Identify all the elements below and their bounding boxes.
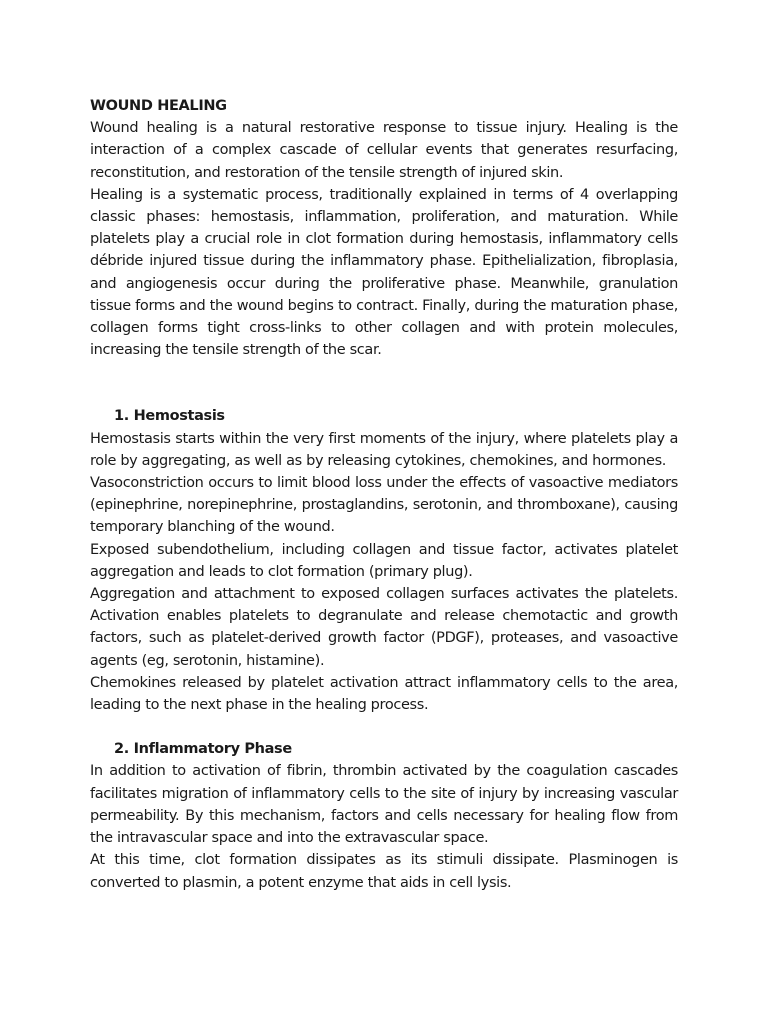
inflammatory-paragraph-1: In addition to activation of fibrin, thrombin activated by the coagulation cascades facilitates migration of inflammatory cells to the site of injury by increasing vascular permeability. By this mechanism, factors and cells necessary for healing flow from the intravascular space and into the extravascular space. <box>90 763 678 847</box>
spacer <box>90 361 678 405</box>
section-heading-inflammatory-phase: 2. Inflammatory Phase <box>114 741 292 758</box>
intro-paragraph-2: Healing is a systematic process, traditionally explained in terms of 4 overlapping classic phases: hemostasis, inflammation, proliferation, and maturation. While platelets play a crucial role in clot formation during hemostasis, inflammatory cells débride injured tissue during the inflammatory phase. Epithelialization, fibroplasia, and angiogenesis occur during the proliferative phase. Meanwhile, granulation tissue forms and the wound begins to contract. Finally, during the maturation phase, collagen forms tight cross-links to other collagen and with protein molecules, increasing the tensile strength of the scar. <box>90 186 678 359</box>
hemostasis-paragraph-5: Chemokines released by platelet activation attract inflammatory cells to the area, leading to the next phase in the healing process. <box>90 674 678 714</box>
hemostasis-paragraph-2: Vasoconstriction occurs to limit blood loss under the effects of vasoactive mediators (epinephrine, norepinephrine, prostaglandins, serotonin, and thromboxane), causing temporary blanching of the wound. <box>90 475 678 536</box>
hemostasis-paragraph-3: Exposed subendothelium, including collagen and tissue factor, activates platelet aggregation and leads to clot formation (primary plug). <box>90 541 678 580</box>
inflammatory-paragraph-2: At this time, clot formation dissipates as its stimuli dissipate. Plasminogen is converted to plasmin, a potent enzyme that aids in cell lysis. <box>90 852 678 891</box>
spacer <box>90 716 678 738</box>
document-title: WOUND HEALING <box>90 98 227 114</box>
hemostasis-paragraph-4: Aggregation and attachment to exposed collagen surfaces activates the platelets. Activation enables platelets to degranulate and release chemotactic and growth factors, such as platelet-derived growth factor (PDGF), proteases, and vasoactive agents (eg, serotonin, histamine). <box>90 586 678 669</box>
hemostasis-paragraph-1: Hemostasis starts within the very first moments of the injury, where platelets play a role by aggregating, as well as by releasing cytokines, chemokines, and hormones. <box>90 430 678 469</box>
document-page <box>90 95 678 894</box>
section-heading-hemostasis: 1. Hemostasis <box>114 408 225 425</box>
intro-paragraph-1: Wound healing is a natural restorative response to tissue injury. Healing is the interaction of a complex cascade of cellular events that generates resurfacing, reconstitution, and restoration of the tensile strength of injured skin. <box>90 120 678 181</box>
